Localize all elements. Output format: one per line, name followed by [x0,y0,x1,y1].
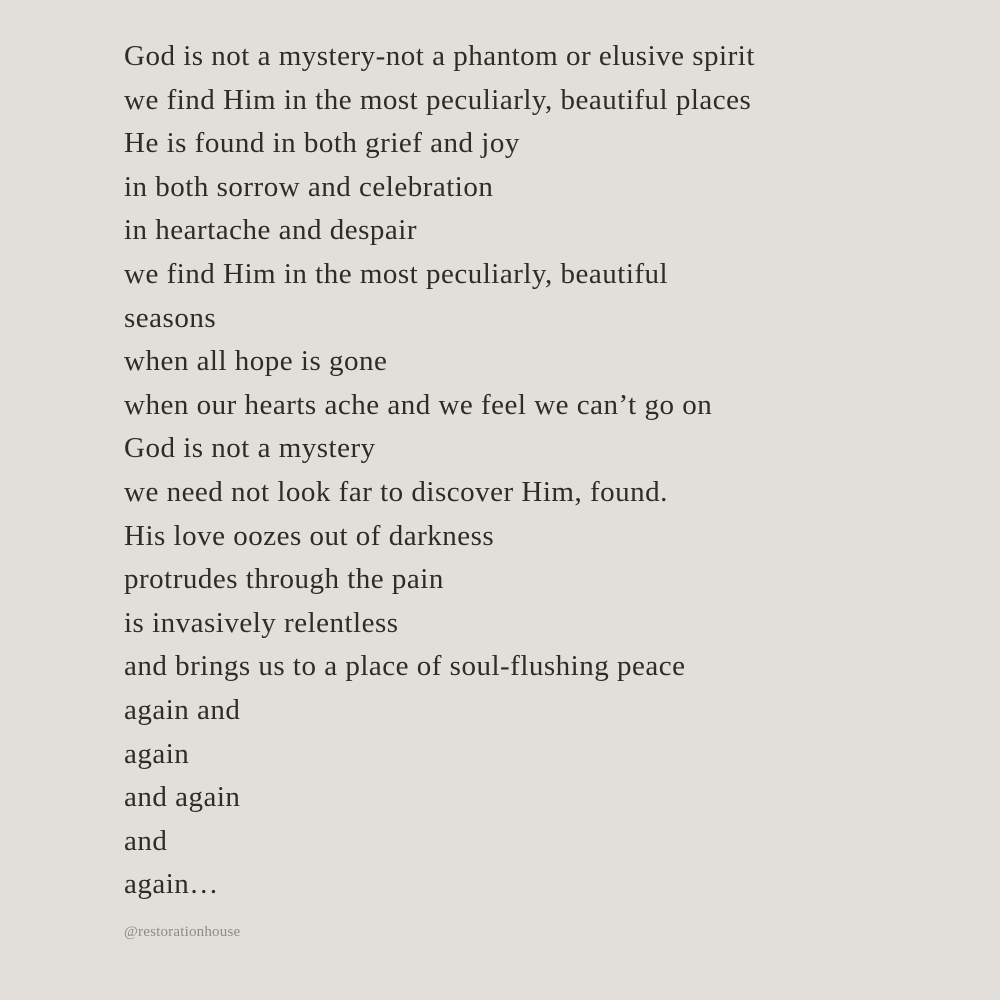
poem-line: again and [124,693,241,726]
poem-line: protrudes through the pain [124,563,444,596]
poem-line: in heartache and despair [124,214,417,247]
poem-line: and brings us to a place of soul-flushing peace [124,650,686,683]
poem-line: again [124,737,190,770]
poem-line: again… [124,868,219,901]
poem-line: we need not look far to discover Him, found. [124,475,668,508]
poem-line: He is found in both grief and joy [124,127,520,160]
poem-line: when all hope is gone [124,345,388,378]
poem-line: and [124,824,168,857]
poem-line: God is not a mystery-not a phantom or elusive spirit [124,40,755,72]
poem-text [124,35,755,907]
poem-line: and again [124,781,241,814]
poem-line: God is not a mystery [124,432,376,465]
poem-line: in both sorrow and celebration [124,170,494,203]
poem-line: we find Him in the most peculiarly, beautiful places [124,83,752,116]
poem-line: seasons [124,301,217,334]
author-handle: @restorationhouse [124,924,241,940]
poem-line: when our hearts ache and we feel we can’t go on [124,388,713,421]
poem-line: we find Him in the most peculiarly, beautiful [124,257,669,290]
poem-line: is invasively relentless [124,606,399,639]
poem-line: His love oozes out of darkness [124,519,495,552]
